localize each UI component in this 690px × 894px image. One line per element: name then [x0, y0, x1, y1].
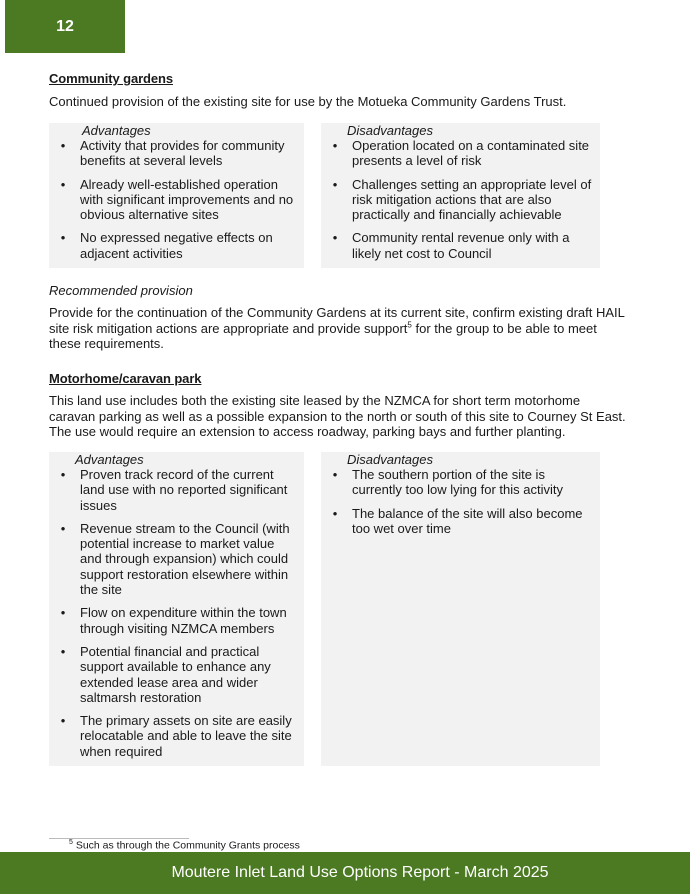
community-gardens-intro: Continued provision of the existing site for use by the Motueka Community Gardens Trust. [49, 94, 567, 109]
list-item: • Potential financial and practical support available to enhance any extended lease area and wider saltmarsh restoration [60, 643, 271, 705]
motorhome-advantages-title: Advantages [75, 452, 144, 467]
motorhome-advantages-box [49, 452, 304, 766]
bullet-icon: • [332, 505, 338, 521]
community-disadvantages-box [321, 123, 600, 268]
motorhome-disadvantages-title: Disadvantages [347, 452, 433, 467]
bullet-icon: • [60, 230, 66, 246]
community-gardens-heading: Community gardens [49, 71, 173, 86]
community-advantages-box [49, 123, 304, 268]
list-item: • Activity that provides for community benefits at several levels [60, 138, 285, 169]
motorhome-intro: This land use includes both the existing site leased by the NZMCA for short term motorhome caravan parking as well as a possible expansion to the north or south of this site to Courney St East. The use would require an extension to access roadway, parking bays and further planting. [49, 393, 626, 439]
recommended-provision-text: Provide for the continuation of the Community Gardens at its current site, confirm existing draft HAIL site risk mitigation actions are appropriate and provide support$^5$ for the group to be able to meet these requirements. [49, 305, 625, 351]
list-item: • Operation located on a contaminated site presents a level of risk [332, 138, 590, 169]
bullet-icon: • [60, 605, 66, 621]
recommended-provision-label: Recommended provision [49, 283, 193, 298]
bullet-icon: • [332, 467, 338, 482]
list-item: • Challenges setting an appropriate level of risk mitigation actions that are also practically and financially achievable [332, 176, 592, 223]
list-item: • Revenue stream to the Council (with potential increase to market value and through expansion) which could support restoration elsewhere within the site [60, 520, 290, 598]
list-item: • No expressed negative effects on adjacent activities [60, 230, 273, 261]
community-disadvantages-title: Disadvantages [347, 123, 433, 138]
motorhome-heading: Motorhome/caravan park [49, 371, 202, 386]
bullet-icon: • [60, 643, 66, 659]
list-item: • Proven track record of the current land use with no reported significant issues [60, 467, 288, 513]
footnote-reference: 5 [407, 320, 412, 330]
bullet-icon: • [332, 176, 338, 192]
list-item: • Already well-established operation with significant improvements and no obvious alternative sites [60, 176, 294, 223]
motorhome-advantages-list [49, 467, 298, 759]
list-item: • The primary assets on site are easily relocatable and able to leave the site when required [60, 713, 292, 759]
list-item: • The balance of the site will also become too wet over time [332, 505, 583, 536]
page-number: 12 [5, 0, 125, 53]
bullet-icon: • [332, 230, 338, 246]
community-advantages-title: Advantages [82, 123, 151, 138]
community-disadvantages-list [321, 138, 594, 261]
bullet-icon: • [60, 176, 66, 192]
community-advantages-list [49, 138, 298, 261]
bullet-icon: • [60, 713, 66, 729]
bullet-icon: • [60, 467, 66, 482]
list-item: • The southern portion of the site is currently too low lying for this activity [332, 467, 563, 498]
bullet-icon: • [60, 138, 66, 153]
list-item: • Flow on expenditure within the town through visiting NZMCA members [60, 605, 287, 636]
motorhome-disadvantages-box [321, 452, 600, 766]
motorhome-disadvantages-list [321, 467, 594, 536]
bullet-icon: • [60, 520, 66, 536]
footnote: $^5$ Such as through the Community Grants process [69, 839, 300, 852]
bullet-icon: • [332, 138, 338, 153]
list-item: • Community rental revenue only with a likely net cost to Council [332, 230, 570, 261]
page-footer: Moutere Inlet Land Use Options Report - March 2025 [0, 852, 690, 894]
